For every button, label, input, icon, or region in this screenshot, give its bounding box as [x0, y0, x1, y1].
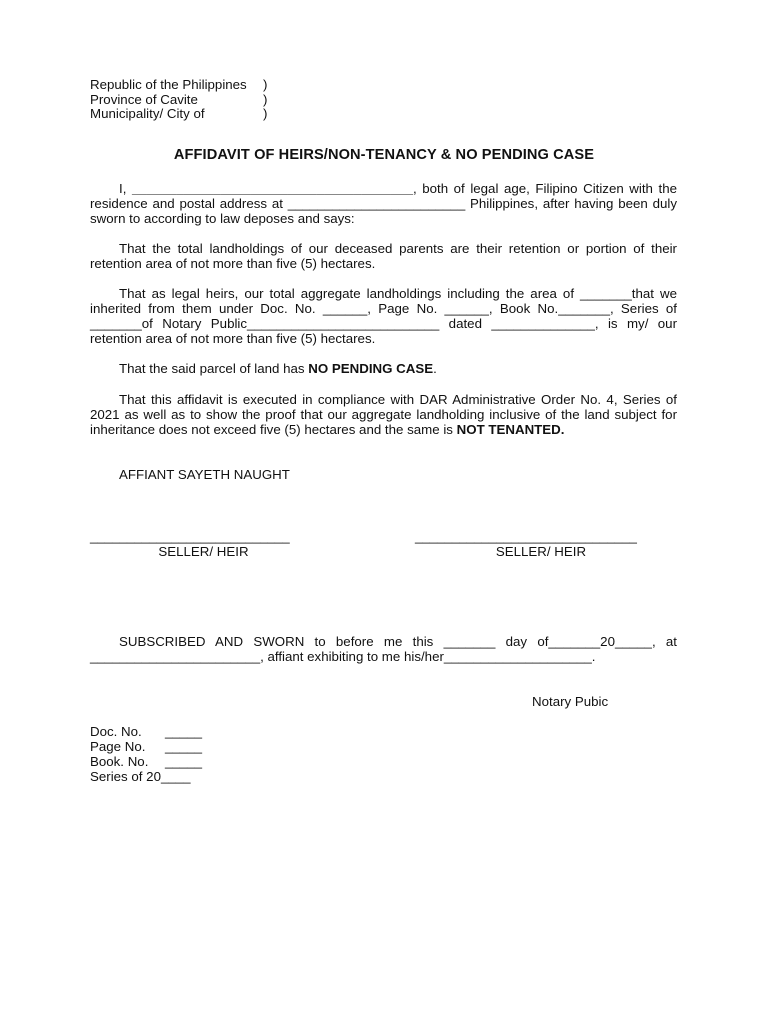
paragraph-affiant-identity — [90, 181, 677, 226]
doc-ref-blank: _____ — [165, 724, 202, 739]
paragraph-jurat: SUBSCRIBED AND SWORN to before me this _______ day of_______20_____, at _______________________, affiant exhibiting to me his/her____________________. — [90, 634, 677, 664]
doc-ref-blank: _____ — [165, 739, 202, 754]
paragraph-compliance — [90, 392, 677, 437]
doc-reference-block — [90, 724, 202, 784]
document-title: AFFIDAVIT OF HEIRS/NON-TENANCY & NO PENDING CASE — [173, 147, 595, 163]
doc-ref-row — [90, 724, 202, 739]
doc-ref-label: Book. No. — [90, 754, 149, 769]
signature-line: ___________________________ — [90, 529, 290, 544]
paragraph-text: , both of legal age, Filipino Citizen with the residence and postal address at ________________________ Philippines, after having been duly sworn to according to law deposes and says: — [90, 181, 677, 226]
venue-line-province — [90, 91, 268, 107]
paragraph-text: That the said parcel of land has — [119, 361, 309, 376]
paragraph-no-pending-case — [90, 361, 677, 376]
signature-block-right — [415, 529, 667, 559]
venue-line-municipality — [90, 106, 268, 121]
paragraph-text: That this affidavit is executed in compliance with DAR Administrative Order No. 4, Series of 2021 as well as to show the proof that our aggregate landholding inclusive of the land subject for inheritance does not exceed five (5) hectares and the same is — [90, 392, 677, 437]
signature-role: SELLER/ HEIR — [158, 544, 249, 559]
doc-ref-label: Series of 20 — [90, 769, 161, 784]
notary-label: Notary Pubic — [532, 694, 609, 709]
paragraph-sayeth-naught: AFFIANT SAYETH NAUGHT — [119, 467, 290, 482]
bold-text: NO PENDING CASE — [308, 361, 434, 376]
paragraph-text: I, — [119, 181, 132, 196]
venue-block — [90, 77, 268, 121]
doc-ref-label: Doc. No. — [90, 724, 142, 739]
bold-text: NOT TENANTED. — [456, 422, 565, 437]
signature-block-left — [90, 529, 317, 559]
doc-ref-row — [90, 739, 202, 754]
venue-paren: ) — [263, 91, 268, 107]
paragraph-legal-heirs: That as legal heirs, our total aggregate landholdings including the area of _______that we inherited from them under Doc. No. ______, Page No. ______, Book No._______, Series of _______of Notary Public__________________________ dated ______________, is my/ our retention area of not more than five (5) hectares. — [90, 286, 677, 346]
signature-role: SELLER/ HEIR — [495, 544, 587, 559]
doc-ref-row — [90, 769, 191, 784]
doc-ref-label: Page No. — [90, 739, 146, 754]
venue-paren: ) — [263, 77, 268, 92]
venue-text: Municipality/ City of — [90, 106, 205, 121]
paragraph-landholdings: That the total landholdings of our deceased parents are their retention or portion of their retention area of not more than five (5) hectares. — [90, 241, 677, 271]
doc-ref-blank: ____ — [160, 769, 191, 784]
venue-line-country — [90, 77, 268, 92]
venue-paren: ) — [263, 106, 268, 121]
venue-text: Province of Cavite — [90, 91, 198, 107]
venue-text: Republic of the Philippines — [90, 77, 247, 92]
paragraph-text: . — [433, 361, 437, 376]
name-blank: ______________________________________ — [131, 181, 413, 196]
doc-ref-row — [90, 754, 202, 769]
doc-ref-blank: _____ — [165, 754, 202, 769]
signature-line: ______________________________ — [415, 529, 637, 544]
